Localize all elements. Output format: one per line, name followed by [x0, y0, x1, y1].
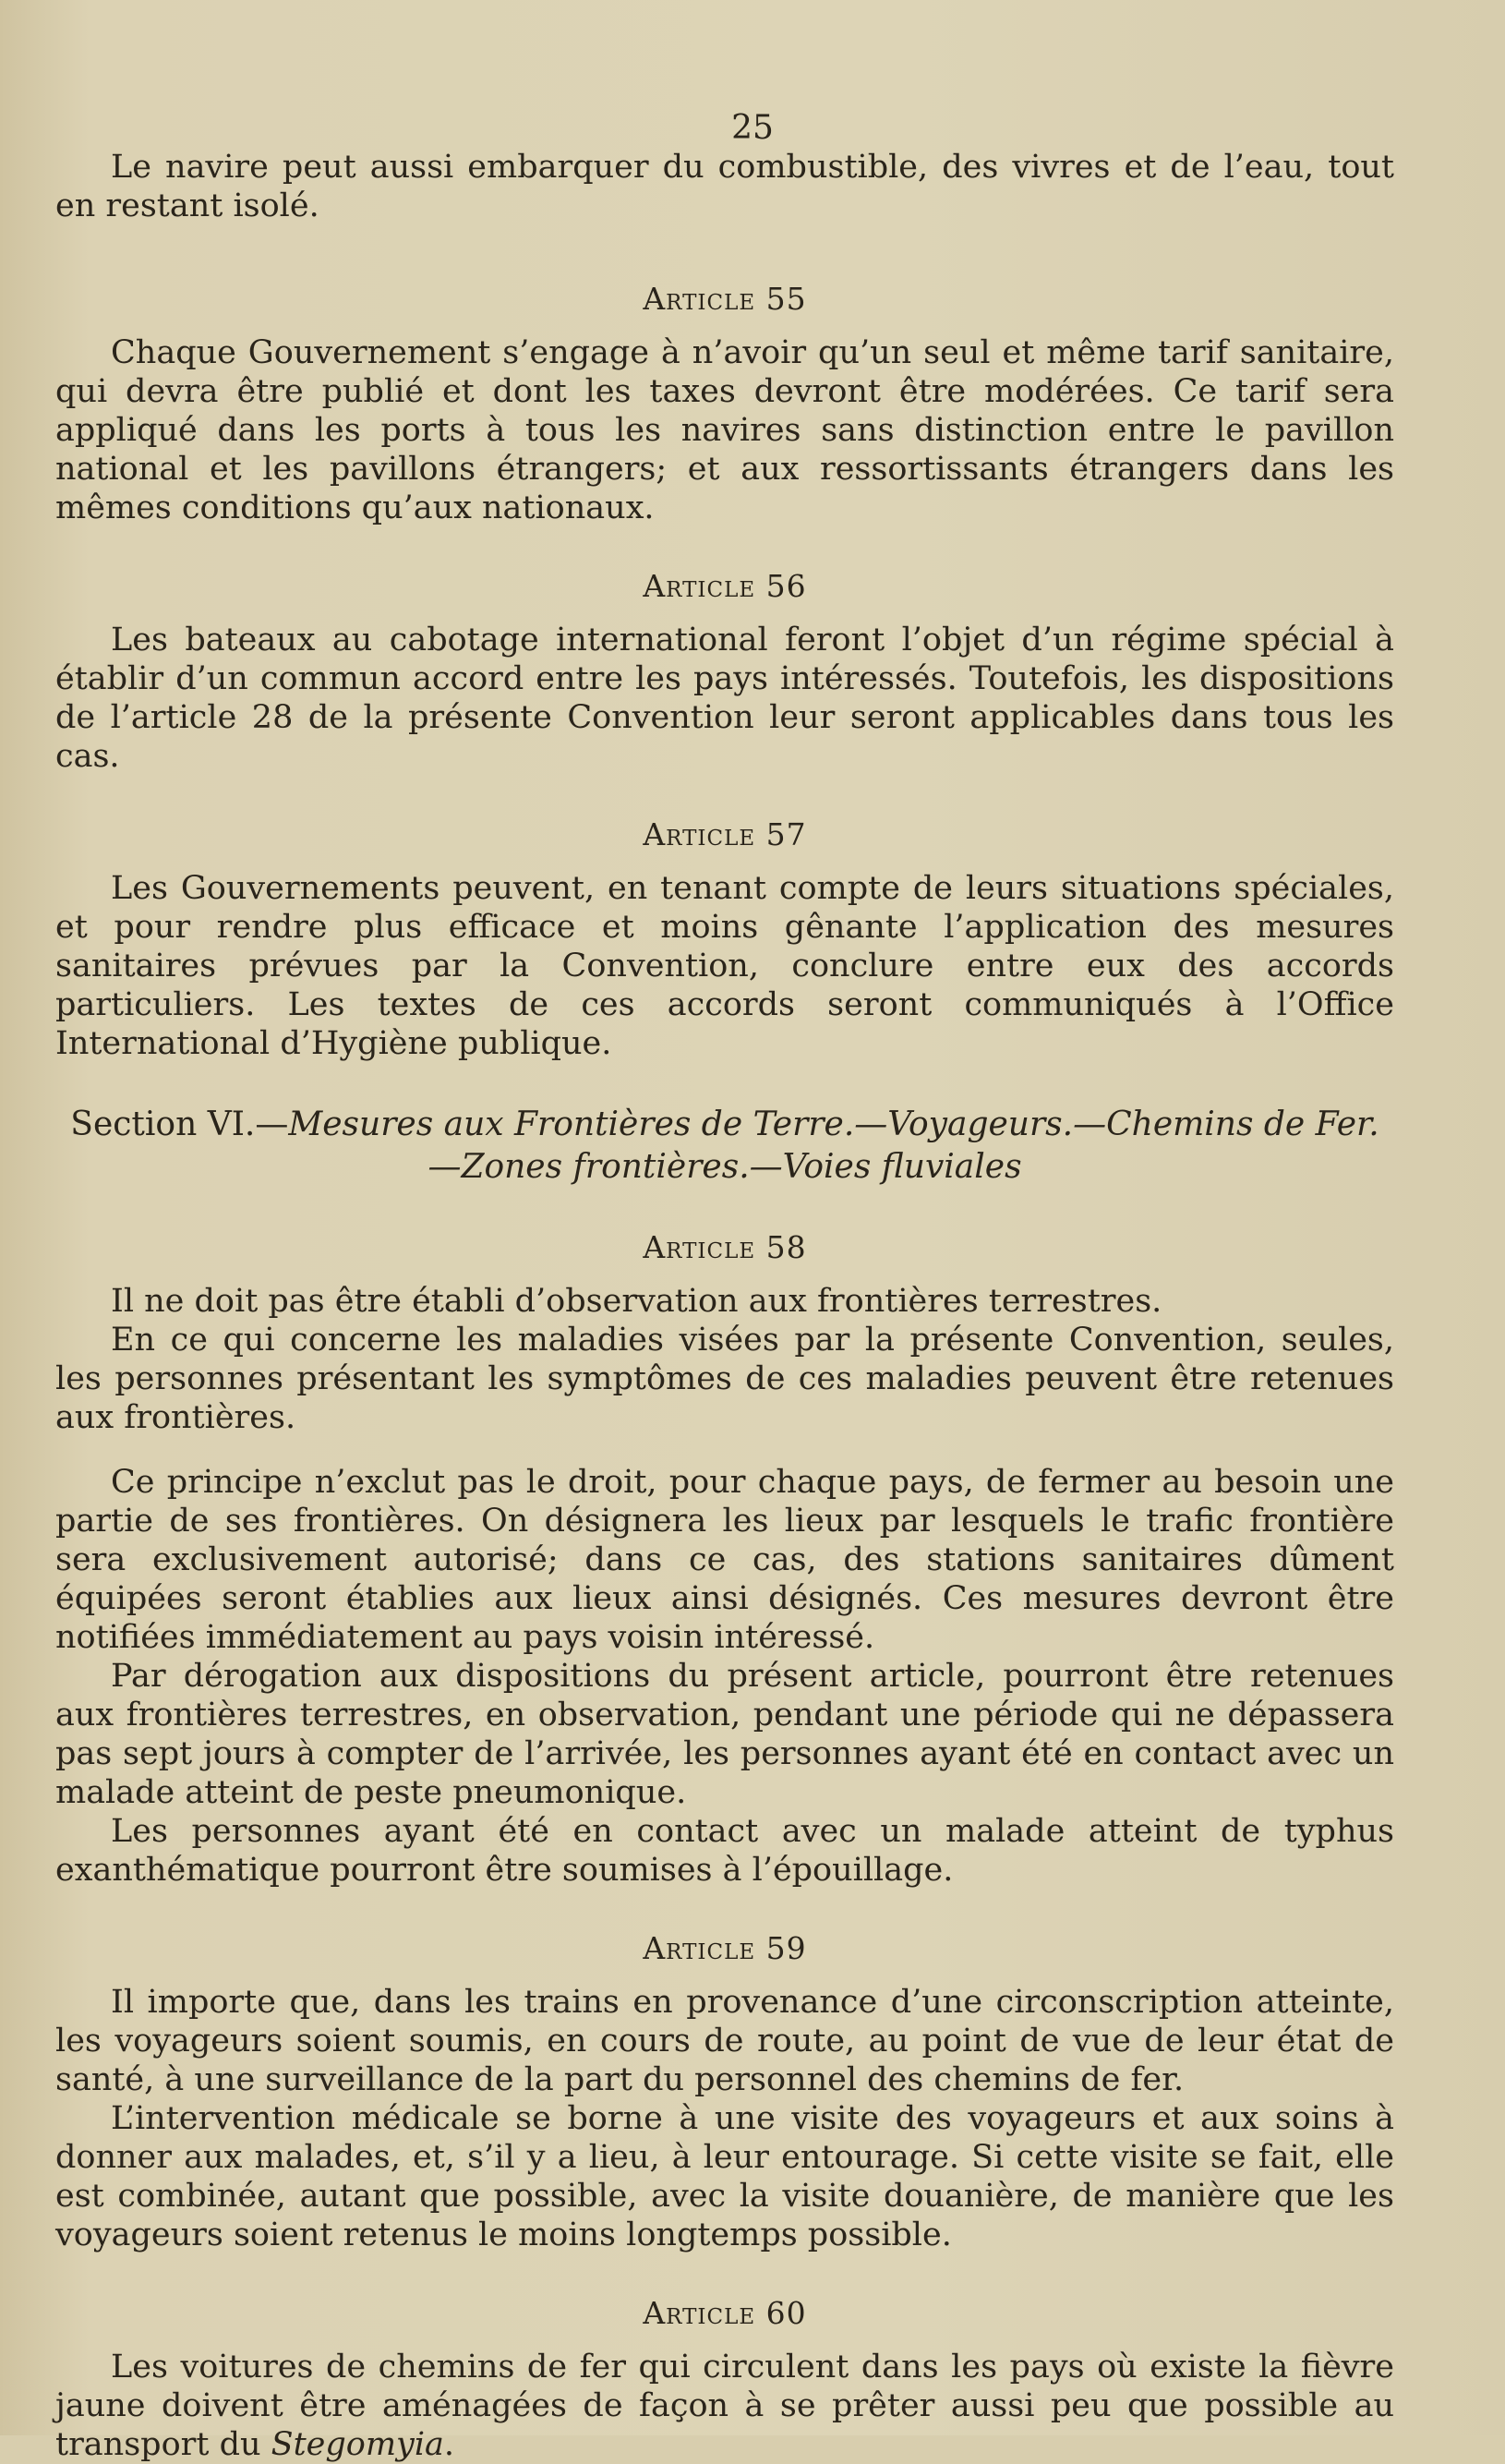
- italic-term: Stegomyia: [271, 2426, 444, 2463]
- paragraph: Le navire peut aussi embarquer du combustible, des vivres et de l’eau, tout en restant isolé.: [55, 149, 1394, 224]
- paragraph: Les Gouvernements peuvent, en tenant compte de leurs situations spéciales, et pour rendre plus efficace et moins gênante l’application des mesures sanitaires prévues par la Convention, conclure entre eux des accords particuliers. Les textes de ces accords seront communiqués à l’Office International d’Hygiène publique.: [55, 870, 1394, 1062]
- paragraph: [55, 2348, 1394, 2464]
- document-body: [55, 148, 1394, 2464]
- paragraph: Chaque Gouvernement s’engage à n’avoir qu’un seul et même tarif sanitaire, qui devra être publié et dont les taxes devront être modérées. Ce tarif sera appliqué dans les ports à tous les navires sans distinction entre le pavillon national et les pavillons étrangers; et aux ressortissants étrangers dans les mêmes conditions qu’aux nationaux.: [55, 334, 1394, 526]
- paragraph: Ce principe n’exclut pas le droit, pour chaque pays, de fermer au besoin une partie de ses frontières. On désignera les lieux par lesquels le trafic frontière sera exclusivement autorisé; dans ce cas, des stations sanitaires dûment équipées seront établies aux lieux ainsi désignés. Ces mesures devront être notifiées immédiatement au pays voisin intéressé.: [55, 1464, 1394, 1656]
- section-lead: Section VI.—: [70, 1105, 289, 1143]
- page-number: 25: [731, 109, 774, 147]
- paragraph: Les personnes ayant été en contact avec un malade atteint de typhus exanthématique pourront être soumises à l’épouillage.: [55, 1813, 1394, 1889]
- article-heading: Article 59: [643, 1930, 807, 1966]
- article-heading: Article 56: [643, 568, 807, 604]
- article-heading: Article 60: [643, 2295, 807, 2331]
- paragraph: Il importe que, dans les trains en provenance d’une circonscription atteinte, les voyageurs soient soumis, en cours de route, au point de vue de leur état de santé, à une surveillance de la part du personnel des chemins de fer.: [55, 1984, 1394, 2098]
- paragraph: Les bateaux au cabotage international feront l’objet d’un régime spécial à établir d’un commun accord entre les pays intéressés. Toutefois, les dispositions de l’article 28 de la présente Convention leur seront applicables dans tous les cas.: [55, 622, 1394, 775]
- section-title: [55, 1104, 1394, 1189]
- article-heading: Article 58: [643, 1229, 807, 1265]
- paragraph: L’intervention médicale se borne à une visite des voyageurs et aux soins à donner aux malades, et, s’il y a lieu, à leur entourage. Si cette visite se fait, elle est combinée, autant que possible, avec la visite douanière, de manière que les voyageurs soient retenus le moins longtemps possible.: [55, 2100, 1394, 2253]
- section-subtitle: Mesures aux Frontières de Terre.—Voyageurs.—Chemins de Fer.—Zones frontières.—Voies fluviales: [288, 1105, 1379, 1186]
- paragraph: En ce qui concerne les maladies visées par la présente Convention, seules, les personnes présentant les symptômes de ces maladies peuvent être retenues aux frontières.: [55, 1322, 1394, 1436]
- paragraph: Il ne doit pas être établi d’observation aux frontières terrestres.: [111, 1283, 1162, 1320]
- paragraph: Par dérogation aux dispositions du présent article, pourront être retenues aux frontières terrestres, en observation, pendant une période qui ne dépassera pas sept jours à compter de l’arrivée, les personnes ayant été en contact avec un malade atteint de peste pneumonique.: [55, 1658, 1394, 1811]
- article-heading: Article 57: [643, 816, 807, 852]
- paragraph-end: .: [443, 2426, 455, 2463]
- article-heading: Article 55: [643, 281, 807, 317]
- paragraph-text: Les voitures de chemins de fer qui circulent dans les pays où existe la fièvre jaune doivent être aménagées de façon à se prêter aussi peu que possible au transport du: [55, 2349, 1394, 2463]
